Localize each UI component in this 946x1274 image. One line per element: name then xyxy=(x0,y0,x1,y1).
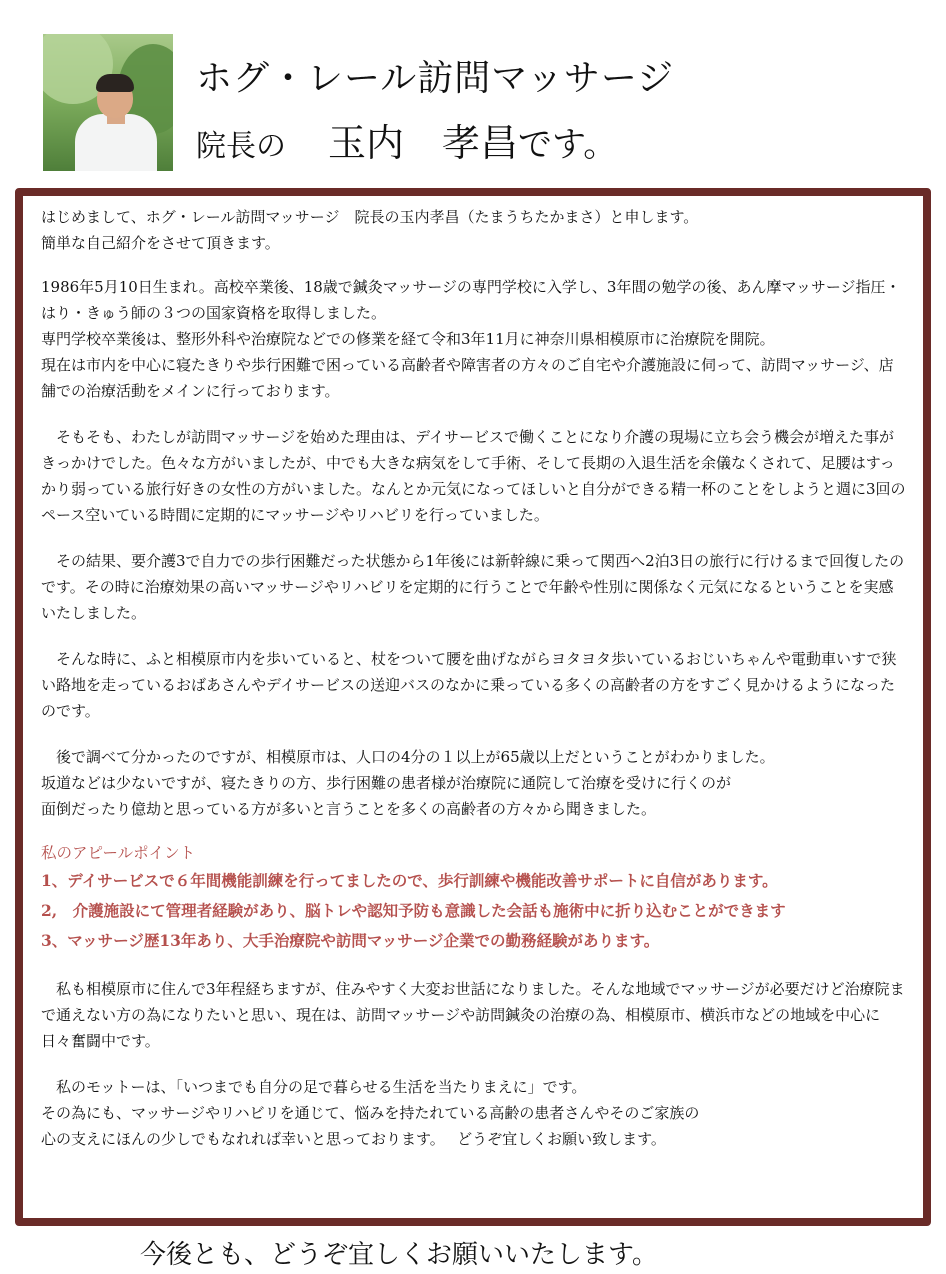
title-prefix: 院長の xyxy=(196,129,286,164)
research-line-3: 面倒だったり億劫と思っている方が多いと言うことを多くの高齢者の方々から聞きました。 xyxy=(41,800,657,818)
appeal-title: 私のアピールポイント xyxy=(41,844,196,862)
title-suffix: です。 xyxy=(518,125,618,165)
appeal-point-1: 1、デイサービスで６年間機能訓練を行ってましたので、歩行訓練や機能改善サポートに自信があります。 xyxy=(41,871,778,890)
story-paragraph-3: そんな時に、ふと相模原市内を歩いていると、杖をついて腰を曲げながらヨタヨタ歩いているおじいちゃんや電動車いすで狭い路地を走っているおばあさんやデイサービスの送迎バスのなかに乗っている多くの高齢者の方をすごく見かけるようになったのです。 xyxy=(41,650,897,720)
profile-frame xyxy=(15,188,931,1226)
appeal-point-2: 2, 介護施設にて管理者経験があり、脳トレや認知予防も意識した会話も施術中に折り込むことができます xyxy=(41,901,786,920)
profile-content xyxy=(41,204,907,1152)
director-title xyxy=(196,112,617,167)
local-paragraph: 私も相模原市に住んで3年程経ちますが、住みやすく大変お世話になりました。そんな地域でマッサージが必要だけど治療院まで通えない方の為になりたいと思い、現在は、訪問マッサージや訪問鍼灸の治療の為、相模原市、横浜市などの地域を中心に日々奮闘中です。 xyxy=(41,980,905,1050)
intro-line-1: はじめまして、ホグ・レール訪問マッサージ 院長の玉内孝昌（たまうちたかまさ）と申します。 xyxy=(41,208,699,226)
clinic-title: ホグ・レール訪問マッサージ xyxy=(196,58,675,99)
research-line-2: 坂道などは少ないですが、寝たきりの方、歩行困難の患者様が治療院に通院して治療を受けに行くのが xyxy=(41,774,732,792)
photo-hair xyxy=(96,74,134,92)
motto-line-2: その為にも、マッサージやリハビリを通じて、悩みを持たれている高齢の患者さんやそのご家族の xyxy=(41,1104,700,1122)
profile-career: 専門学校卒業後は、整形外科や治療院などでの修業を経て令和3年11月に神奈川県相模原市に治療院を開院。 xyxy=(41,330,775,348)
director-photo xyxy=(43,34,173,171)
profile-current: 現在は市内を中心に寝たきりや歩行困難で困っている高齢者や障害者の方々のご自宅や介護施設に伺って、訪問マッサージ、店舗での治療活動をメインに行っております。 xyxy=(41,356,894,400)
story-paragraph-1: そもそも、わたしが訪問マッサージを始めた理由は、デイサービスで働くことになり介護の現場に立ち会う機会が増えた事がきっかけでした。色々な方がいましたが、中でも大きな病気をして手術、そして長期の入退生活を余儀なくされて、足腰はすっかり弱っている旅行好きの女性の方がいました。なんとか元気になってほしいと自分ができる精一杯のことをしようと週に3回のペース空いている時間に定期的にマッサージやリハビリを行っていました。 xyxy=(41,428,906,524)
story-paragraph-2: その結果、要介護3で自力での歩行困難だった状態から1年後には新幹線に乗って関西へ2泊3日の旅行に行けるまで回復したのです。その時に治療効果の高いマッサージやリハビリを定期的に行うことで年齢や性別に関係なく元気になるということを実感いたしました。 xyxy=(41,552,905,622)
motto-line-3: 心の支えにほんの少しでもなれれば幸いと思っております。 どうぞ宜しくお願い致します。 xyxy=(41,1130,666,1148)
appeal-point-3: 3、マッサージ歴13年あり、大手治療院や訪問マッサージ企業での勤務経験があります。 xyxy=(41,931,660,950)
director-name: 玉内 孝昌 xyxy=(328,121,519,165)
intro-line-2: 簡単な自己紹介をさせて頂きます。 xyxy=(41,234,280,252)
closing-message: 今後とも、どうぞ宜しくお願いいたします。 xyxy=(140,1240,658,1270)
research-line-1: 後で調べて分かったのですが、相模原市は、人口の4分の１以上が65歳以上だということがわかりました。 xyxy=(41,748,775,766)
motto-line-1: 私のモットーは、「いつまでも自分の足で暮らせる生活を当たりまえに」です。 xyxy=(41,1078,587,1096)
profile-birth: 1986年5月10日生まれ。高校卒業後、18歳で鍼灸マッサージの専門学校に入学し、3年間の勉学の後、あん摩マッサージ指圧・はり・きゅう師の３つの国家資格を取得しました。 xyxy=(41,278,901,322)
